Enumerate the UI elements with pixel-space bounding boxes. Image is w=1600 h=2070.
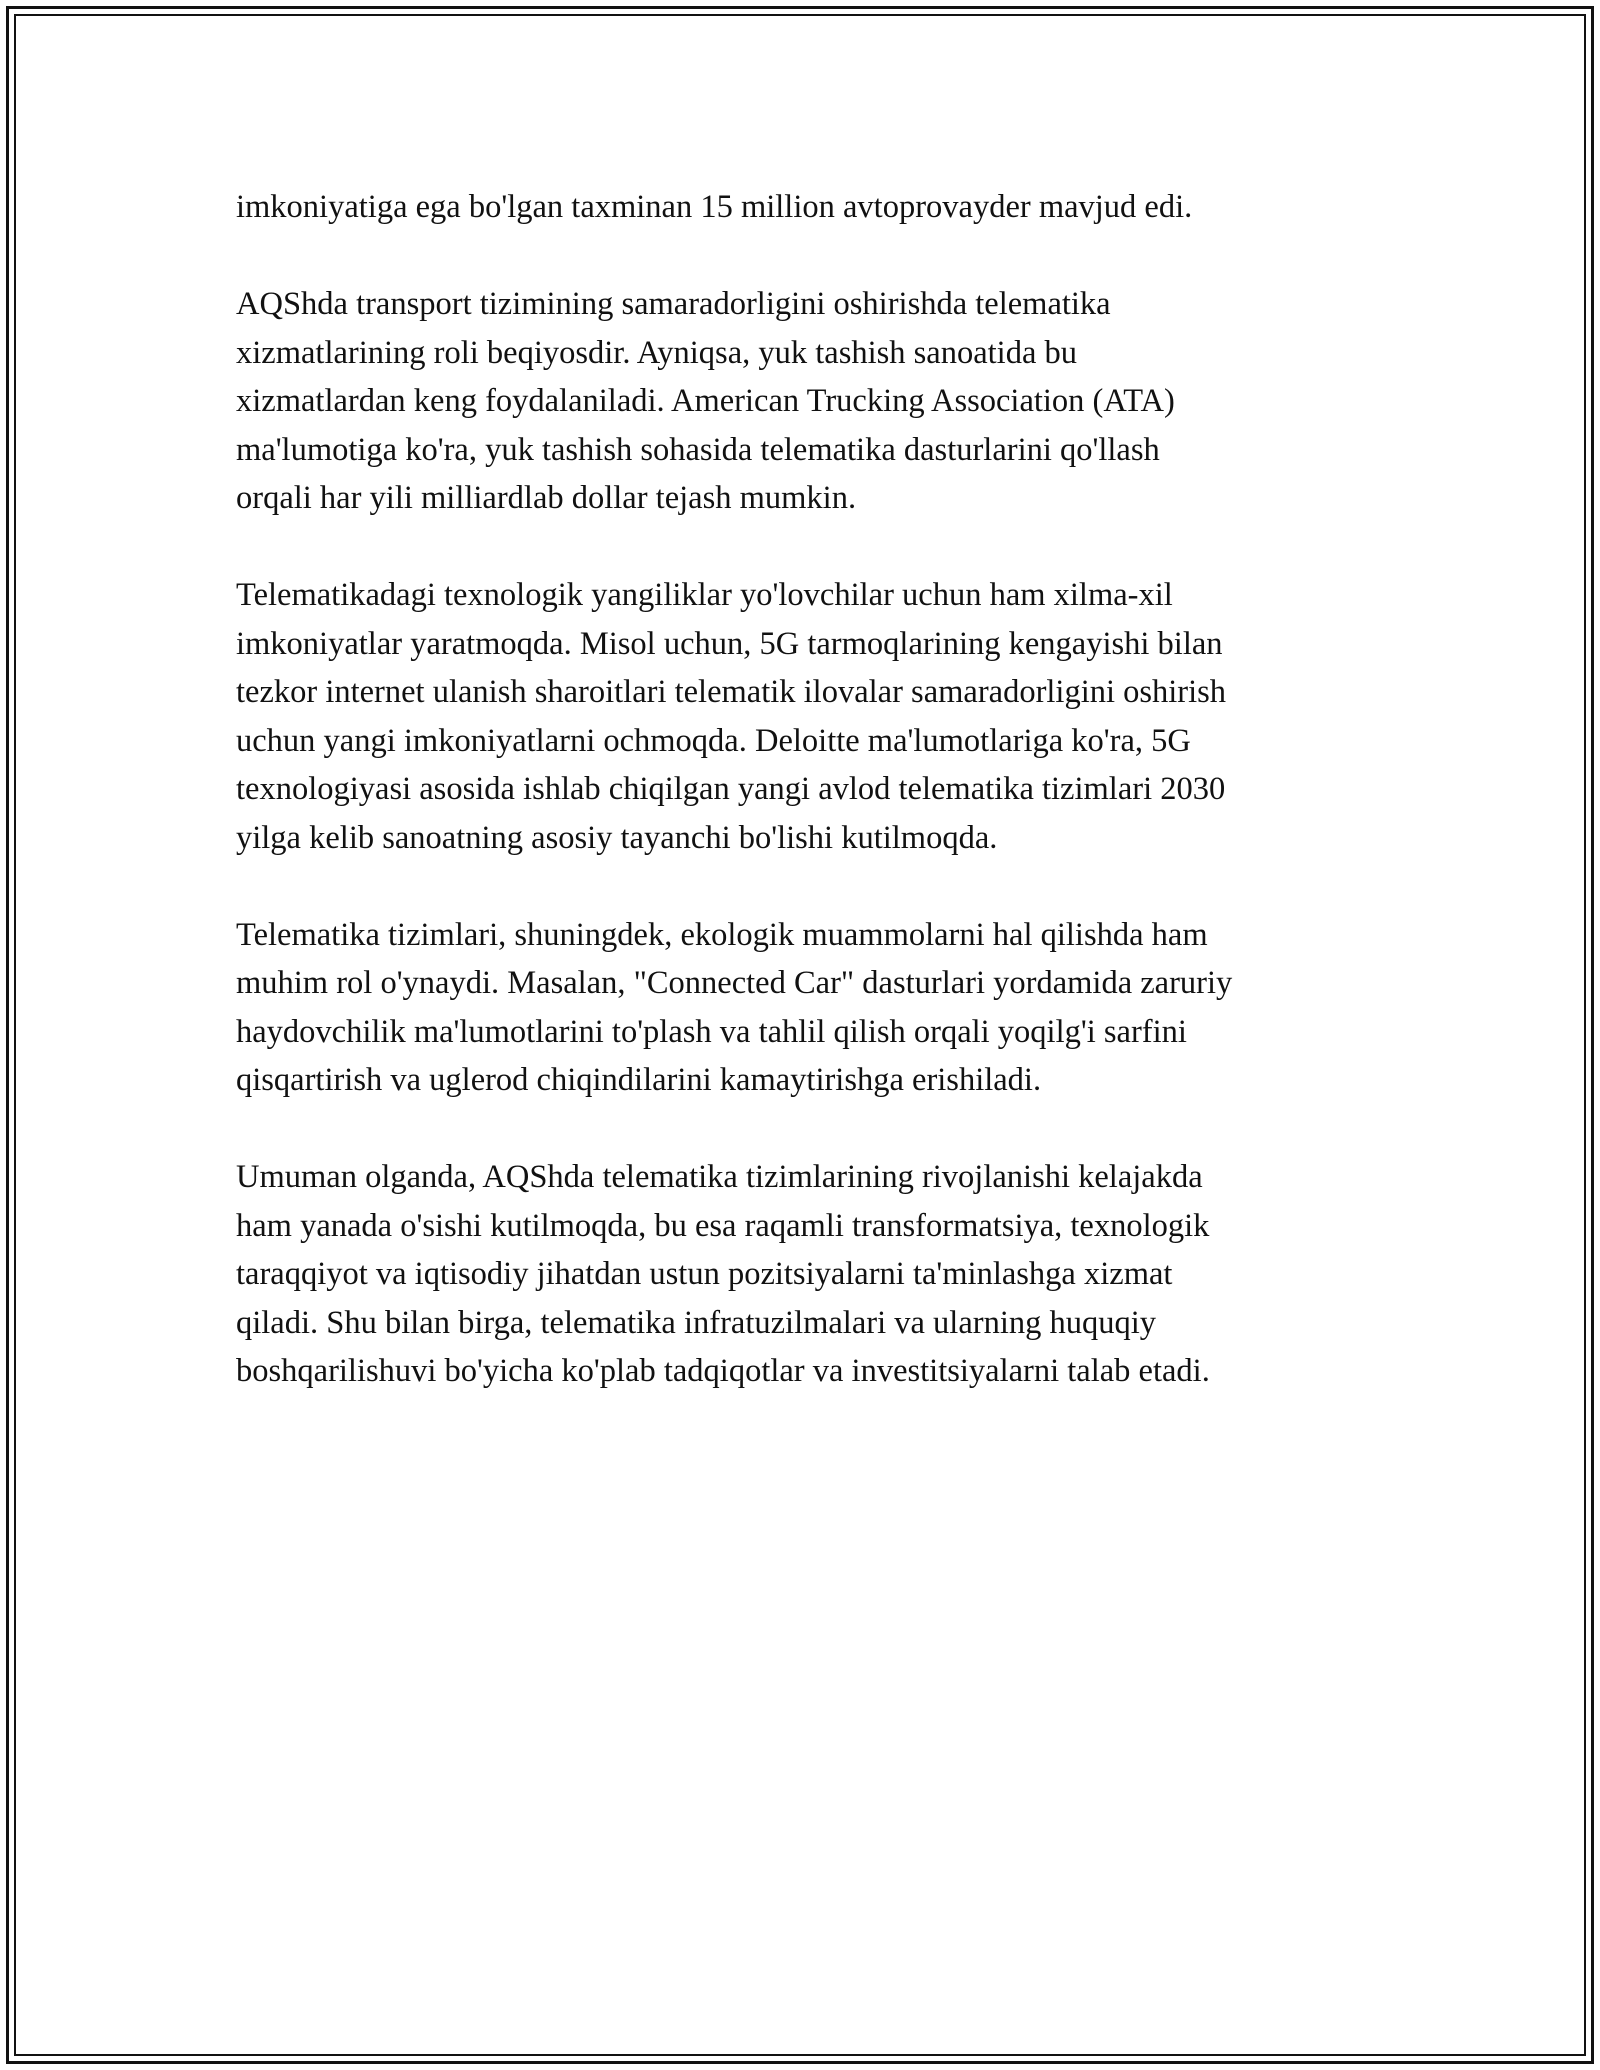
text-line: imkoniyatiga ega bo'lgan taxminan 15 million avtoprovayder mavjud edi. [236, 189, 1193, 225]
paragraph [236, 911, 1376, 1105]
text-line: qisqartirish va uglerod chiqindilarini kamaytirishga erishiladi. [236, 1062, 1042, 1098]
text-line: ma'lumotiga ko'ra, yuk tashish sohasida telematika dasturlarini qo'llash [236, 431, 1160, 468]
paragraph [236, 1153, 1376, 1396]
text-line: qiladi. Shu bilan birga, telematika infratuzilmalari va ularning huquqiy [236, 1304, 1156, 1341]
text-line: imkoniyatlar yaratmoqda. Misol uchun, 5G tarmoqlarining kengayishi bilan [236, 625, 1223, 662]
text-line: xizmatlardan keng foydalaniladi. American Trucking Association (ATA) [236, 383, 1175, 419]
text-line: tezkor internet ulanish sharoitlari telematik ilovalar samaradorligini oshirish [236, 674, 1227, 710]
text-line: orqali har yili milliardlab dollar tejash mumkin. [236, 480, 857, 516]
text-line: haydovchilik ma'lumotlarini to'plash va tahlil qilish orqali yoqilg'i sarfini [236, 1013, 1187, 1050]
text-line: Telematikadagi texnologik yangiliklar yo'lovchilar uchun ham xilma-xil [236, 577, 1173, 613]
paragraph [236, 280, 1376, 523]
text-line: texnologiyasi asosida ishlab chiqilgan yangi avlod telematika tizimlari 2030 [236, 771, 1226, 807]
paragraph [236, 571, 1376, 862]
text-line: boshqarilishuvi bo'yicha ko'plab tadqiqotlar va investitsiyalarni talab etadi. [236, 1353, 1210, 1389]
text-line: xizmatlarining roli beqiyosdir. Ayniqsa, yuk tashish sanoatida bu [236, 334, 1078, 371]
text-line: muhim rol o'ynaydi. Masalan, "Connected Car" dasturlari yordamida zaruriy [236, 965, 1233, 1001]
text-line: Telematika tizimlari, shuningdek, ekologik muammolarni hal qilishda ham [236, 916, 1208, 953]
paragraph [236, 183, 1376, 232]
text-line: AQShda transport tizimining samaradorligini oshirishda telematika [236, 286, 1111, 322]
text-line: uchun yangi imkoniyatlarni ochmoqda. Deloitte ma'lumotlariga ko'ra, 5G [236, 722, 1191, 759]
text-line: Umuman olganda, AQShda telematika tizimlarining rivojlanishi kelajakda [236, 1159, 1203, 1195]
text-line: yilga kelib sanoatning asosiy tayanchi bo'lishi kutilmoqda. [236, 819, 998, 856]
text-line: ham yanada o'sishi kutilmoqda, bu esa raqamli transformatsiya, texnologik [236, 1207, 1210, 1244]
document-body [236, 183, 1376, 1444]
text-line: taraqqiyot va iqtisodiy jihatdan ustun pozitsiyalarni ta'minlashga xizmat [236, 1256, 1173, 1292]
